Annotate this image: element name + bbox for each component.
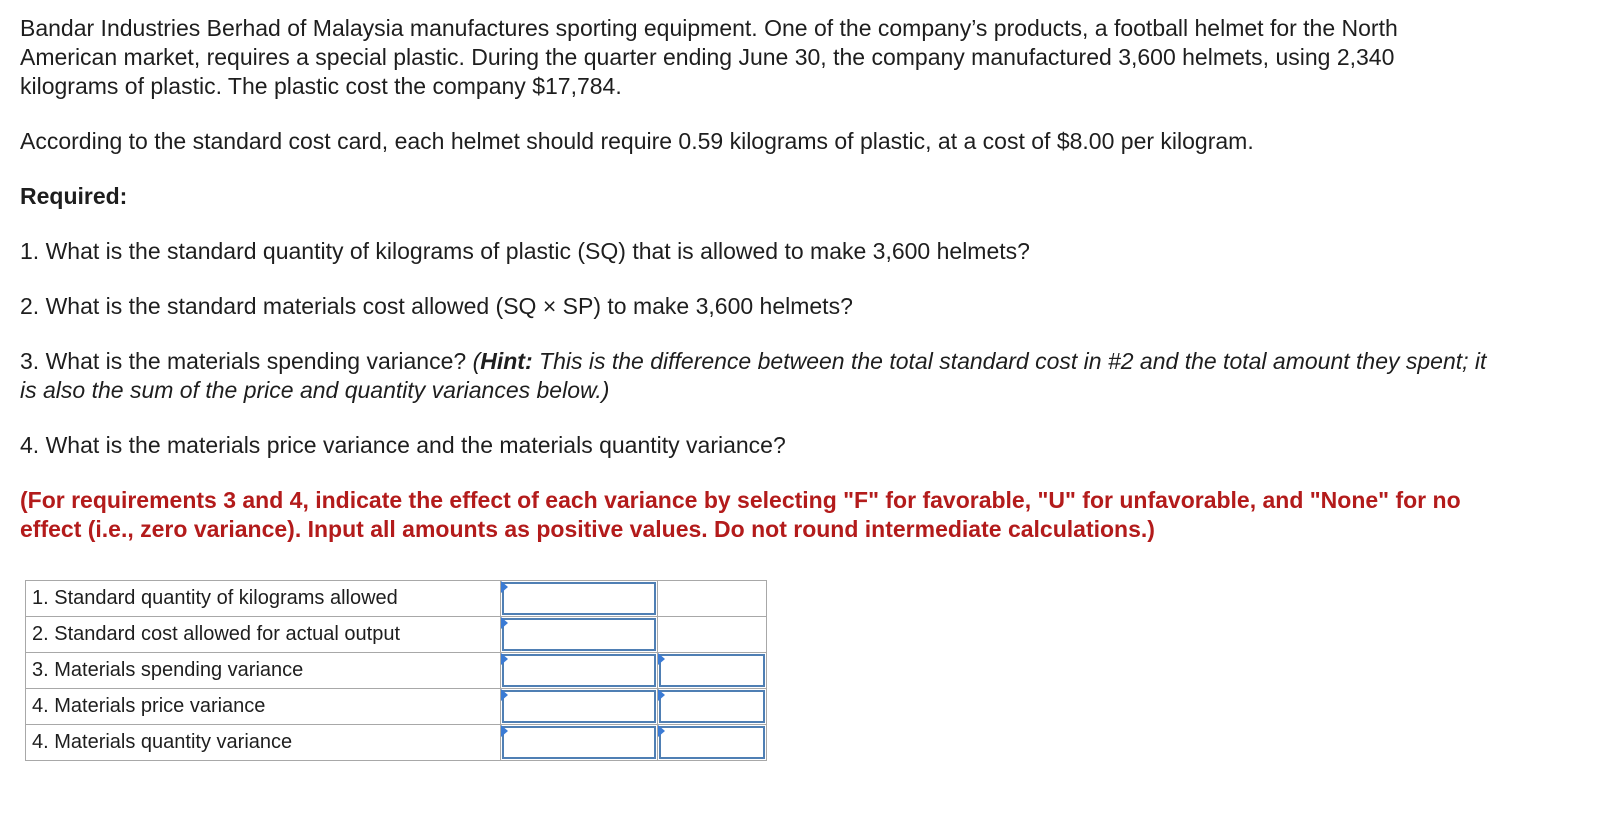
amount-cell (501, 689, 658, 725)
answer-row (26, 617, 767, 653)
instructions: (For requirements 3 and 4, indicate the effect of each variance by selecting "F" for favorable, "U" for unfavorable, and "None" for no effect (i.e., zero variance). Input all amounts as positive values. Do not round intermediate calculations.) (20, 487, 1461, 542)
question-3-text: 3. What is the materials spending variance? (20, 348, 473, 374)
problem-content (20, 14, 1490, 544)
required-heading: Required: (20, 183, 128, 209)
question-1: 1. What is the standard quantity of kilograms of plastic (SQ) that is allowed to make 3,600 helmets? (20, 238, 1030, 264)
effect-cell (658, 689, 767, 725)
answer-row (26, 581, 767, 617)
input-marker-icon (658, 689, 665, 701)
effect-cell (658, 581, 767, 617)
answer-row-label: 3. Materials spending variance (26, 653, 501, 689)
amount-input[interactable] (502, 726, 656, 759)
input-marker-icon (501, 617, 508, 629)
amount-input[interactable] (502, 654, 656, 687)
effect-cell (658, 617, 767, 653)
problem-intro: Bandar Industries Berhad of Malaysia manufactures sporting equipment. One of the company’s products, a football helmet for the North American market, requires a special plastic. During the quarter ending June 30, the company manufactured 3,600 helmets, using 2,340 kilograms of plastic. The plastic cost the company $17,784. (20, 15, 1398, 99)
question-2: 2. What is the standard materials cost allowed (SQ × SP) to make 3,600 helmets? (20, 293, 853, 319)
standard-cost-statement: According to the standard cost card, each helmet should require 0.59 kilograms of plastic, at a cost of $8.00 per kilogram. (20, 128, 1254, 154)
input-marker-icon (658, 653, 665, 665)
input-marker-icon (501, 689, 508, 701)
hint-label: Hint: (480, 348, 533, 374)
question-3 (20, 347, 1490, 405)
amount-cell (501, 617, 658, 653)
hint-open: ( (472, 348, 481, 374)
amount-cell (501, 581, 658, 617)
amount-cell (501, 653, 658, 689)
input-marker-icon (501, 581, 508, 593)
amount-input[interactable] (502, 582, 656, 615)
hint-text: This is the difference between the total standard cost in #2 and the total amount they spent; it is also the sum of the price and quantity variances below.) (20, 348, 1487, 403)
effect-select[interactable] (659, 726, 765, 759)
question-4: 4. What is the materials price variance and the materials quantity variance? (20, 432, 786, 458)
input-marker-icon (658, 725, 665, 737)
answer-row (26, 653, 767, 689)
answer-row-label: 1. Standard quantity of kilograms allowed (26, 581, 501, 617)
amount-cell (501, 725, 658, 761)
answer-row-label: 4. Materials quantity variance (26, 725, 501, 761)
answer-row-label: 4. Materials price variance (26, 689, 501, 725)
answer-table-body (26, 581, 767, 761)
effect-select[interactable] (659, 690, 765, 723)
input-marker-icon (501, 653, 508, 665)
answer-table (25, 580, 767, 761)
effect-cell (658, 653, 767, 689)
answer-row (26, 725, 767, 761)
answer-row-label: 2. Standard cost allowed for actual output (26, 617, 501, 653)
effect-cell (658, 725, 767, 761)
amount-input[interactable] (502, 618, 656, 651)
amount-input[interactable] (502, 690, 656, 723)
effect-select[interactable] (659, 654, 765, 687)
answer-row (26, 689, 767, 725)
input-marker-icon (501, 725, 508, 737)
